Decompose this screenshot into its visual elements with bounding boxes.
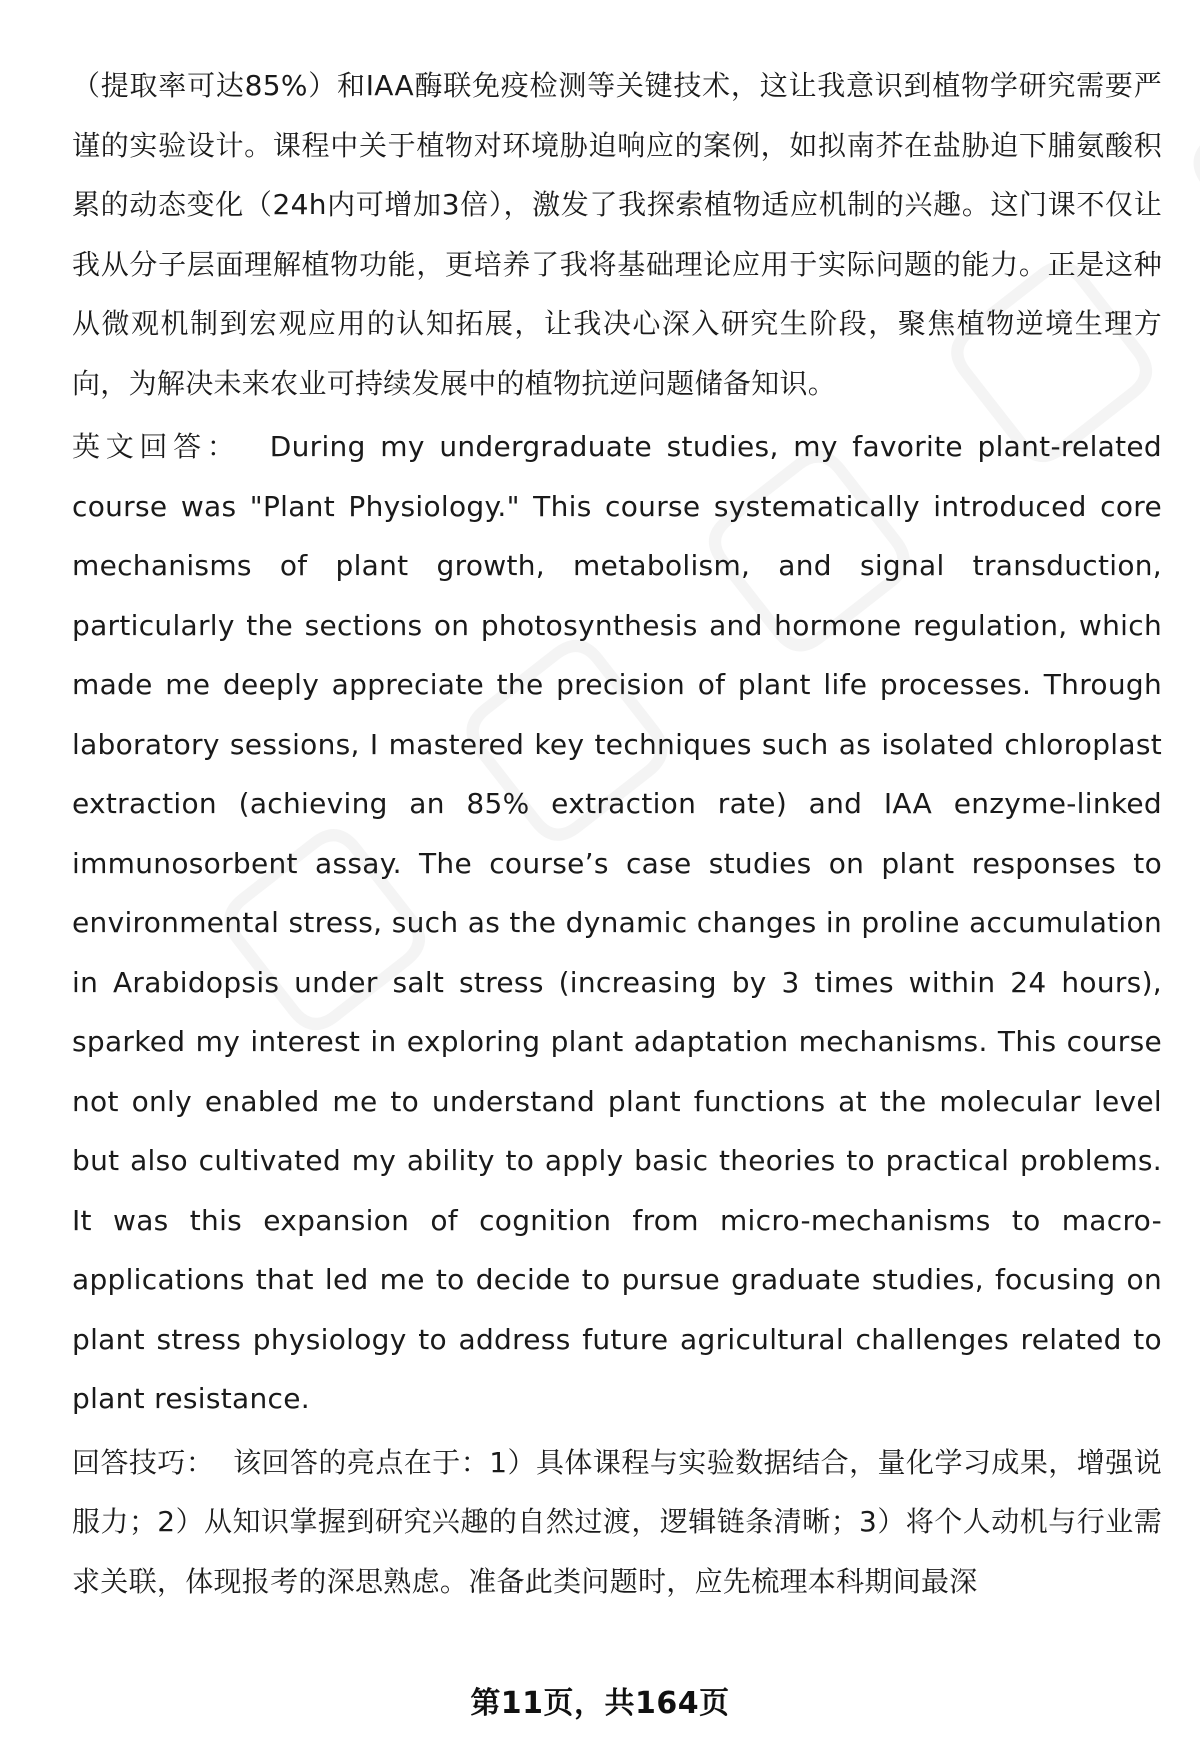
chinese-answer-paragraph: （提取率可达85%）和IAA酶联免疫检测等关键技术，这让我意识到植物学研究需要严谨的实验设计。课程中关于植物对环境胁迫响应的案例，如拟南芥在盐胁迫下脯氨酸积累的动态变化（24h内可增加3倍），激发了我探索植物适应机制的兴趣。这门课不仅让我从分子层面理解植物功能，更培养了我将基础理论应用于实际问题的能力。正是这种从微观机制到宏观应用的认知拓展，让我决心深入研究生阶段，聚焦植物逆境生理方向，为解决未来农业可持续发展中的植物抗逆问题储备知识。 (72, 69, 1162, 400)
page-content (72, 56, 1162, 1611)
english-answer-paragraph (72, 417, 1162, 1429)
page-number-footer: 第11页，共164页 (470, 1686, 730, 1721)
answer-tips-paragraph (72, 1433, 1162, 1612)
answer-tips-text: 该回答的亮点在于：1）具体课程与实验数据结合，量化学习成果，增强说服力；2）从知识掌握到研究兴趣的自然过渡，逻辑链条清晰；3）将个人动机与行业需求关联，体现报考的深思熟虑。准备此类问题时，应先梳理本科期间最深 (72, 1445, 1162, 1598)
english-answer-label: 英文回答： (72, 430, 241, 463)
english-answer-text: During my undergraduate studies, my favorite plant-related course was "Plant Physiology." This course systematically introduced core mechanisms of plant growth, metabolism, and signal transduction, particularly the sections on photosynthesis and hormone regulation, which made me deeply appreciate the precision of plant life processes. Through laboratory sessions, I mastered key techniques such as isolated chloroplast extraction (achieving an 85% extraction rate) and IAA enzyme-linked immunosorbent assay. The course’s case studies on plant responses to environmental stress, such as the dynamic changes in proline accumulation in Arabidopsis under salt stress (increasing by 3 times within 24 hours), sparked my interest in exploring plant adaptation mechanisms. This course not only enabled me to understand plant functions at the molecular level but also cultivated my ability to apply basic theories to practical problems. It was this expansion of cognition from micro-mechanisms to macro-applications that led me to decide to pursue graduate studies, focusing on plant stress physiology to address future agricultural challenges related to plant resistance. (72, 430, 1162, 1415)
answer-tips-label: 回答技巧： (72, 1445, 215, 1479)
